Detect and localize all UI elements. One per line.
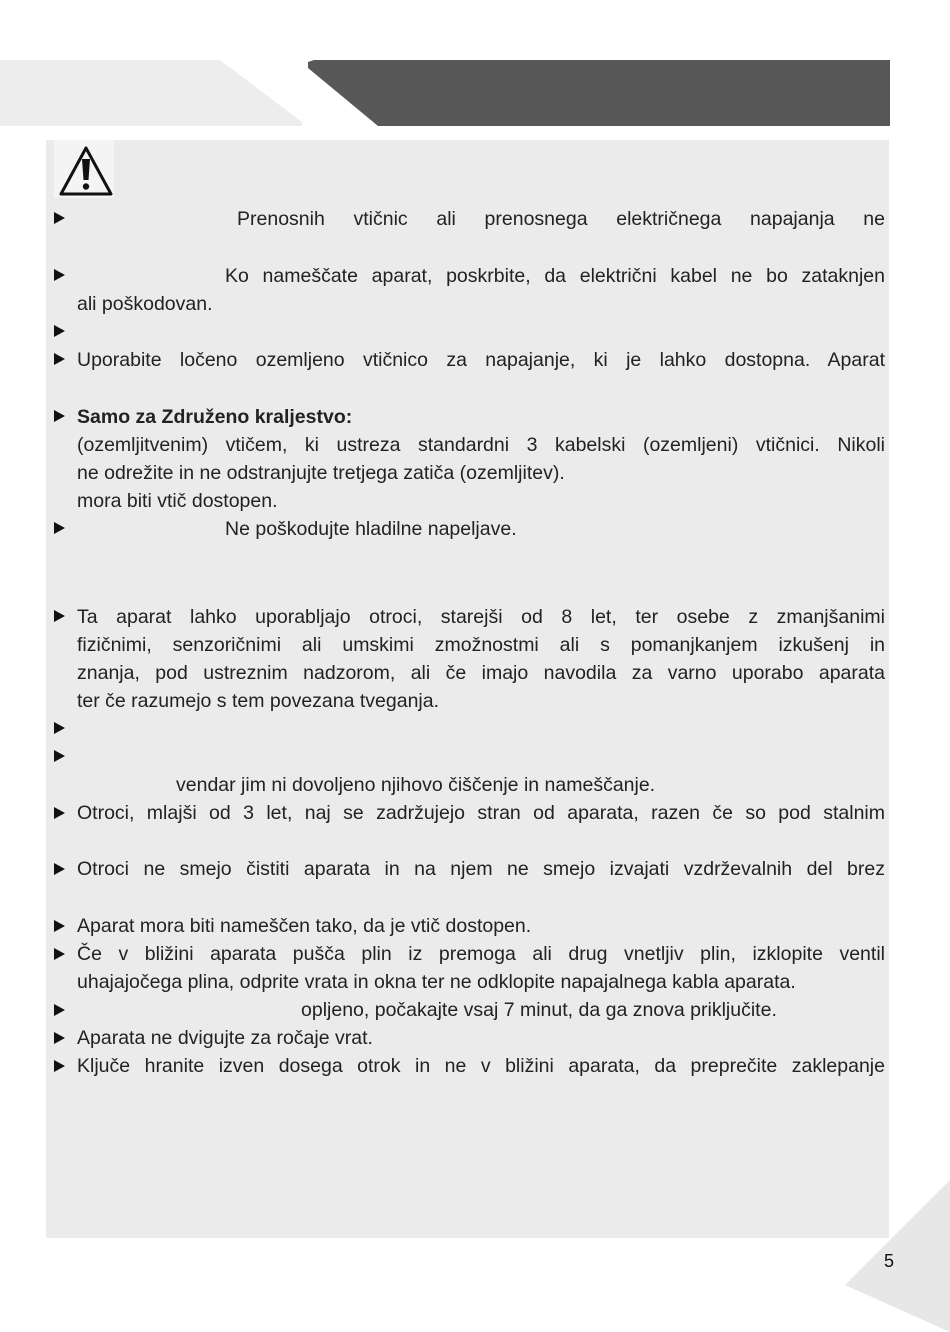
bullet-marker-8 [54,722,65,734]
header-tab-dark [308,60,890,126]
bullet-marker-13 [54,948,65,960]
bullet-marker-11 [54,863,65,875]
header-tab-light [0,60,310,126]
body-text-line: Ko nameščate aparat, poskrbite, da električni kabel ne bo zataknjen [225,265,885,287]
section-heading: Samo za Združeno kraljestvo: [77,406,353,428]
body-text-line: ter če razumejo s tem povezana tveganja. [77,690,440,712]
body-text-line: vendar jim ni dovoljeno njihovo čiščenje in nameščanje. [176,774,656,796]
bullet-marker-10 [54,807,65,819]
body-text-line: ali poškodovan. [77,293,213,315]
bullet-marker-3 [54,325,65,337]
body-text-line: fizičnimi, senzoričnimi ali umskimi zmožnostmi ali s pomanjkanjem izkušenj in [77,634,885,656]
body-text-line: Ta aparat lahko uporabljajo otroci, starejši od 8 let, ter osebe z zmanjšanimi [77,606,885,628]
bullet-marker-5 [54,410,65,422]
bullet-marker-9 [54,750,65,762]
body-text-line: Če v bližini aparata pušča plin iz premoga ali drug vnetljiv plin, izklopite ventil [77,943,885,965]
body-text-line: uhajajočega plina, odprite vrata in okna ter ne odklopite napajalnega kabla aparata. [77,971,796,993]
bullet-marker-2 [54,269,65,281]
body-text-line: Ključe hranite izven dosega otrok in ne v bližini aparata, da preprečite zaklepanje [77,1055,885,1077]
bullet-marker-16 [54,1060,65,1072]
bullet-marker-12 [54,920,65,932]
body-text-line: Aparata ne dvigujte za ročaje vrat. [77,1027,373,1049]
body-text-line: Prenosnih vtičnic ali prenosnega električnega napajanja ne [237,208,885,230]
body-text-line: Aparat mora biti nameščen tako, da je vtič dostopen. [77,915,532,937]
warning-triangle-icon [58,145,114,197]
body-text-line: Otroci ne smejo čistiti aparata in na njem ne smejo izvajati vzdrževalnih del brez [77,858,885,880]
page-number: 5 [883,1251,894,1271]
bullet-marker-1 [54,212,65,224]
bullet-marker-14 [54,1004,65,1016]
body-text-line: opljeno, počakajte vsaj 7 minut, da ga znova priključite. [301,999,777,1021]
body-text-line: Uporabite ločeno ozemljeno vtičnico za napajanje, ki je lahko dostopna. Aparat [77,349,885,371]
body-text-line: Ne poškodujte hladilne napeljave. [225,518,517,540]
body-text-line: (ozemljitvenim) vtičem, ki ustreza standardni 3 kabelski (ozemljeni) vtičnici. Nikoli [77,434,885,456]
body-text-line: Otroci, mlajši od 3 let, naj se zadržujejo stran od aparata, razen če so pod stalnim [77,802,885,824]
bullet-marker-15 [54,1032,65,1044]
bullet-marker-6 [54,522,65,534]
body-text-line: znanja, pod ustreznim nadzorom, ali če imajo navodila za varno uporabo aparata [77,662,885,684]
bullet-marker-4 [54,353,65,365]
body-text-line: mora biti vtič dostopen. [77,490,278,512]
body-text-line: ne odrežite in ne odstranjujte tretjega zatiča (ozemljitev). [77,462,565,484]
bullet-marker-7 [54,610,65,622]
